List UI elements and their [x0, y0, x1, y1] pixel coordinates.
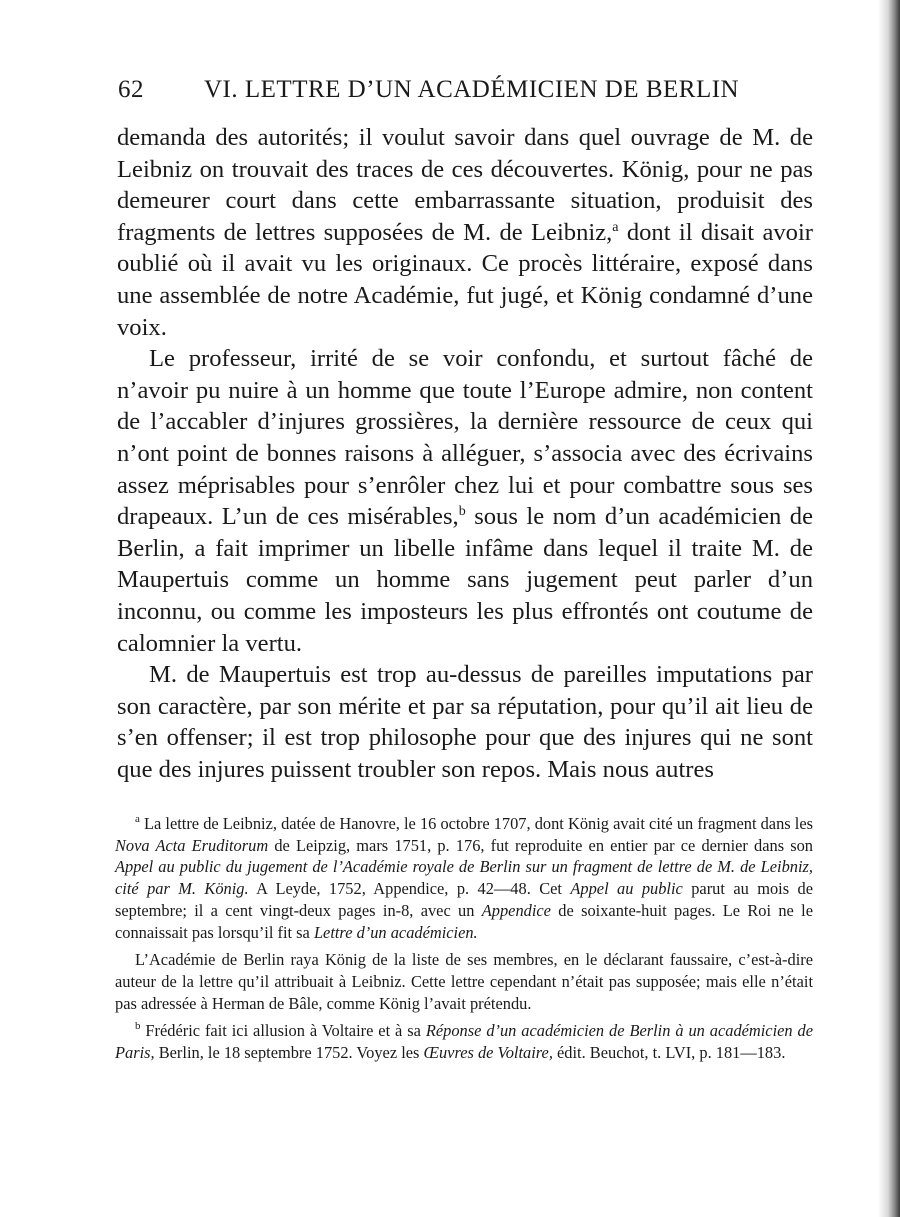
page-edge-shadow — [878, 0, 900, 1217]
footnote-a-paragraph-2: L’Académie de Berlin raya König de la liste de ses membres, en le déclarant faussaire, c’est-à-dire auteur de la lettre qu’il attribuait à Leibniz. Cette lettre cependant n’était pas supposée; mais elle n’était pas adressée à Herman de Bâle, comme König l’avait prétendu. — [115, 950, 813, 1013]
running-header — [118, 76, 818, 104]
footnote-a-text-1: La lettre de Leibniz, datée de Hanovre, le 16 octobre 1707, dont König avait cité un fragment dans les — [139, 814, 813, 833]
paragraph-2 — [117, 343, 813, 659]
footnote-b-italic-2: Œuvres de Voltaire, — [423, 1043, 553, 1063]
footnote-a-italic-1: Nova Acta Eruditorum — [115, 835, 269, 855]
footnote-a-text-3: A Leyde, 1752, Appendice, p. 42—48. Cet — [248, 879, 571, 899]
footnote-a-italic-4: Appendice — [481, 900, 551, 920]
footnote-a-italic-2: Appel au public du jugement de l’Académie royale de Berlin sur un fragment de lettre de M. de Leibniz, cité par M. König. — [115, 857, 813, 899]
paragraph-1 — [117, 122, 813, 343]
paragraph-1-text-b: dont il disait avoir oublié où il avait vu les originaux. Ce procès littéraire, exposé dans une assemblée de notre Académie, fut jugé, et König condamné d’une voix. — [117, 218, 813, 341]
paragraph-1-text-a: demanda des autorités; il voulut savoir dans quel ouvrage de M. de Leibniz on trouvait des traces de ces découvertes. König, pour ne pas demeurer court dans cette embarrassante situation, produisit des fragments de lettres supposées de M. de Leibniz, — [117, 124, 813, 246]
footnote-b-italic-1: Réponse d’un académicien de Berlin à un académicien de Paris, — [115, 1021, 814, 1063]
footnote-a-italic-5: Lettre d’un académicien. — [313, 922, 478, 942]
footnote-b-mark: b — [135, 1020, 141, 1033]
main-text — [117, 122, 813, 785]
footnote-a-text-5: de soixante-huit pages. Le Roi ne le connaissait pas lorsqu’il fit sa — [115, 900, 813, 942]
page-number: 62 — [118, 76, 144, 103]
paragraph-2-text-b: sous le nom d’un académicien de Berlin, a fait imprimer un libelle infâme dans lequel il traite M. de Maupertuis comme un homme sans jugement peut parler d’un inconnu, ou comme les imposteurs les plus effrontés ont coutume de calomnier la vertu. — [117, 503, 813, 657]
paragraph-3: M. de Maupertuis est trop au-dessus de pareilles imputations par son caractère, par son mérite et par sa réputation, pour qu’il ait lieu de s’en offenser; il est trop philosophe pour que des injures qui ne sont que des injures puissent troubler son repos. Mais nous autres — [117, 661, 813, 783]
footnote-b-text-3: édit. Beuchot, t. LVI, p. 181—183. — [552, 1043, 786, 1063]
footnote-a — [115, 813, 813, 943]
footnote-b-text-1: Frédéric fait ici allusion à Voltaire et à sa — [140, 1021, 426, 1041]
footnote-ref-b: b — [458, 504, 466, 520]
footnote-a-text-2: de Leipzig, mars 1751, p. 176, fut reproduite en entier par ce dernier dans son — [268, 835, 814, 855]
footnote-a-text-4: parut au mois de septembre; il a cent vingt-deux pages in-8, avec un — [115, 879, 813, 920]
running-title: VI. LETTRE D’UN ACADÉMICIEN DE BERLIN — [204, 76, 740, 103]
footnote-b — [115, 1020, 813, 1063]
footnote-ref-a: a — [612, 219, 619, 235]
footnote-a-mark: a — [135, 813, 140, 825]
paragraph-2-text-a: Le professeur, irrité de se voir confondu, et surtout fâché de n’avoir pu nuire à un homme que toute l’Europe admire, non content de l’accabler d’injures grossières, la dernière ressource de ceux qui n’ont point de bonnes raisons à alléguer, s’associa avec des écrivains assez méprisables pour s’enrôler chez lui et pour combattre sous ses drapeaux. L’un de ces misérables, — [117, 345, 813, 531]
footnotes — [115, 813, 813, 1064]
footnote-b-text-2: Berlin, le 18 septembre 1752. Voyez les — [154, 1043, 424, 1063]
footnote-a-italic-3: Appel au public — [570, 879, 683, 899]
